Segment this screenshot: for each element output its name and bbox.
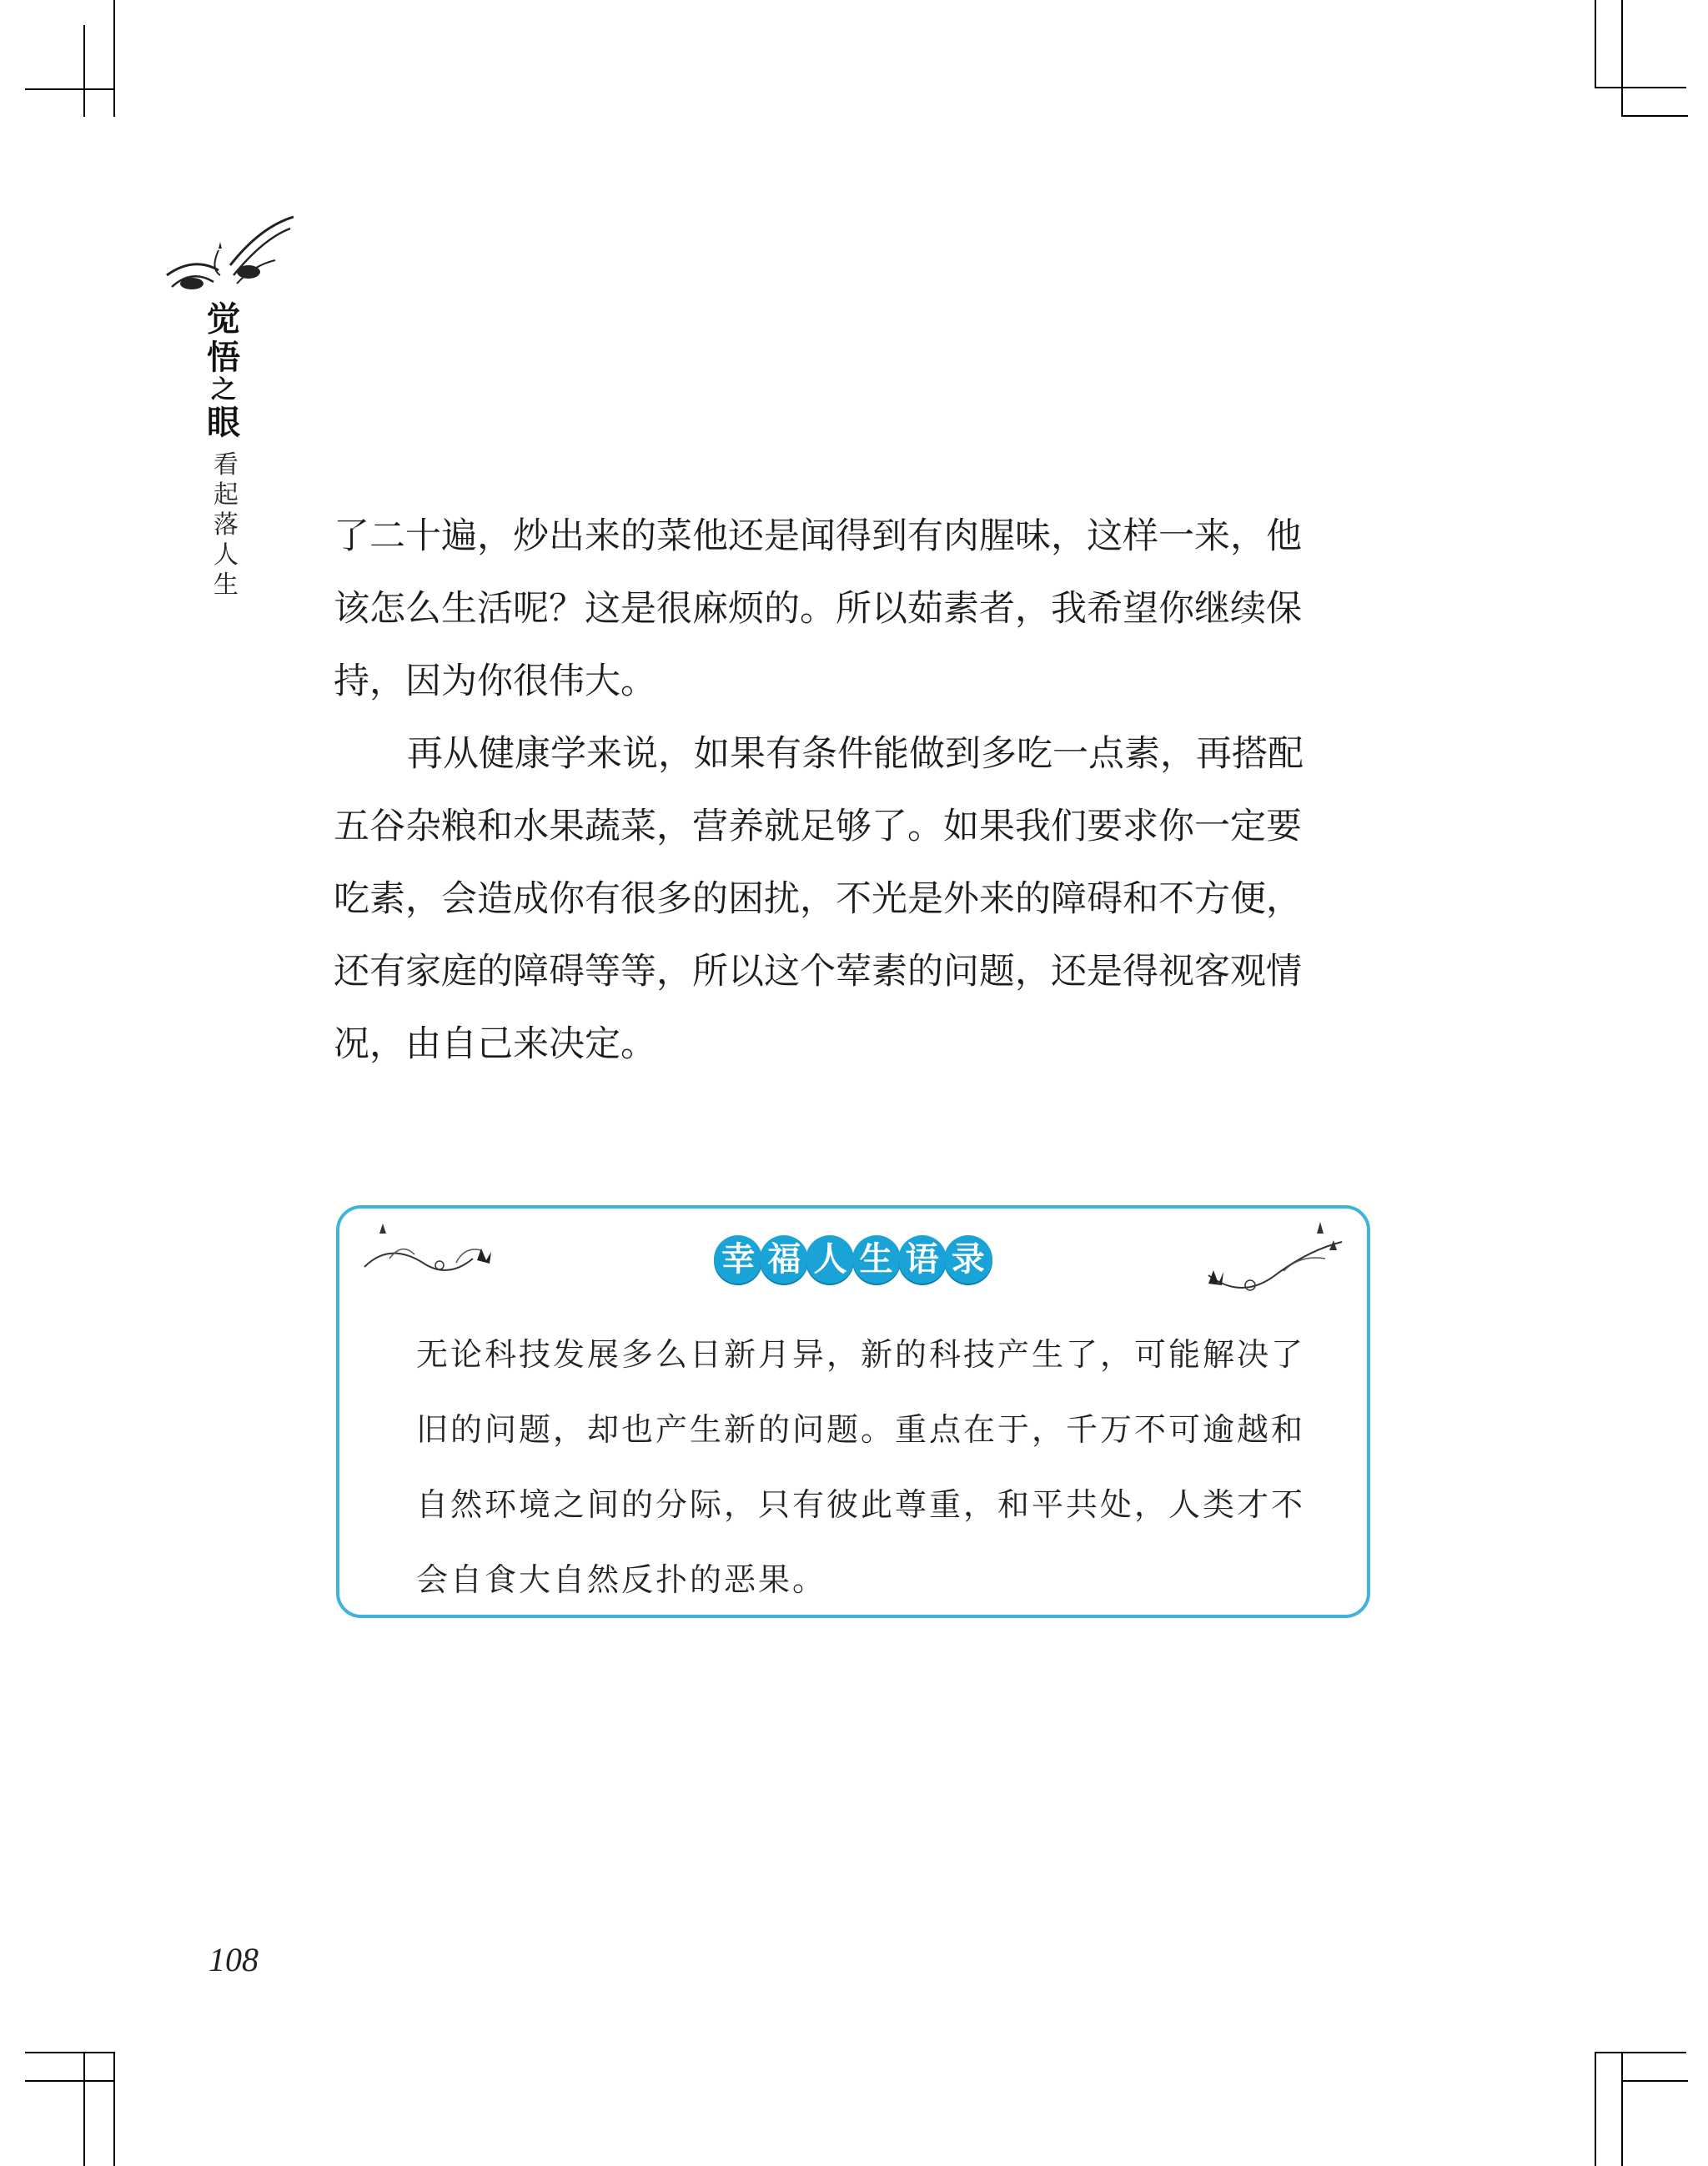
side-title [205, 300, 242, 442]
side-subtitle-char: 落 [214, 510, 239, 540]
crop-mark-bottom-left-v2 [83, 2052, 85, 2166]
body-line: 了二十遍，炒出来的菜他还是闻得到有肉腥味，这样一来，他 [334, 515, 1302, 557]
quote-title-char: 录 [944, 1235, 992, 1284]
quote-line: 旧的问题，却也产生新的问题。重点在于，千万不可逾越和 [416, 1411, 1306, 1448]
crop-mark-top-left-v [113, 0, 115, 117]
body-line: 该怎么生活呢？这是很麻烦的。所以茹素者，我希望你继续保 [334, 588, 1302, 630]
eyes-logo-icon [160, 210, 294, 302]
crop-mark-top-left-h [25, 88, 115, 90]
side-title-char: 眼 [207, 404, 240, 442]
side-subtitle-char: 生 [214, 570, 239, 600]
body-line: 持，因为你很伟大。 [334, 661, 656, 702]
crop-mark-bottom-right-h [1595, 2052, 1686, 2053]
crop-mark-top-right-v2 [1621, 0, 1623, 117]
crop-mark-bottom-left-h2 [25, 2080, 115, 2082]
body-line: 况，由自己来决定。 [334, 1023, 656, 1065]
side-title-char: 觉 [207, 300, 240, 339]
side-subtitle-char: 看 [214, 450, 239, 480]
body-line: 五谷杂粮和水果蔬菜，营养就足够了。如果我们要求你一定要 [334, 806, 1302, 847]
crop-mark-bottom-left-h [25, 2052, 115, 2053]
crop-mark-top-right-h [1621, 115, 1688, 117]
side-subtitle-char: 起 [214, 480, 239, 510]
quote-title-char: 幸 [714, 1235, 762, 1284]
page-number: 108 [208, 1941, 259, 1978]
side-title-char: 悟 [207, 339, 240, 377]
crop-mark-top-right-v [1595, 0, 1596, 88]
side-subtitle-char: 人 [214, 540, 239, 570]
quote-box [336, 1205, 1370, 1618]
crop-mark-top-left-v2 [83, 25, 85, 117]
right-ornament-icon [1192, 1217, 1350, 1309]
body-line: 吃素，会造成你有很多的困扰，不光是外来的障碍和不方便， [334, 878, 1302, 920]
quote-text [416, 1317, 1317, 1617]
body-line: 再从健康学来说，如果有条件能做到多吃一点素，再搭配 [407, 733, 1304, 775]
crop-mark-bottom-right-v2 [1621, 2052, 1623, 2166]
quote-title-char: 人 [806, 1235, 854, 1284]
body-line: 还有家庭的障碍等等，所以这个荤素的问题，还是得视客观情 [334, 951, 1302, 993]
crop-mark-bottom-left-v [113, 2052, 115, 2166]
side-title-char: 之 [211, 375, 236, 405]
quote-line: 会自食大自然反扑的恶果。 [416, 1561, 827, 1598]
quote-line: 无论科技发展多么日新月异，新的科技产生了，可能解决了 [416, 1336, 1306, 1373]
body-text [334, 500, 1351, 1081]
crop-mark-bottom-right-h2 [1621, 2080, 1688, 2082]
side-subtitle [212, 450, 240, 601]
crop-mark-top-right-h2 [1595, 87, 1686, 88]
quote-title-char: 福 [760, 1235, 808, 1284]
crop-mark-bottom-right-v [1595, 2052, 1596, 2166]
quote-title-char: 语 [898, 1235, 947, 1284]
quote-title-char: 生 [852, 1235, 901, 1284]
quote-line: 自然环境之间的分际，只有彼此尊重，和平共处，人类才不 [416, 1486, 1306, 1523]
